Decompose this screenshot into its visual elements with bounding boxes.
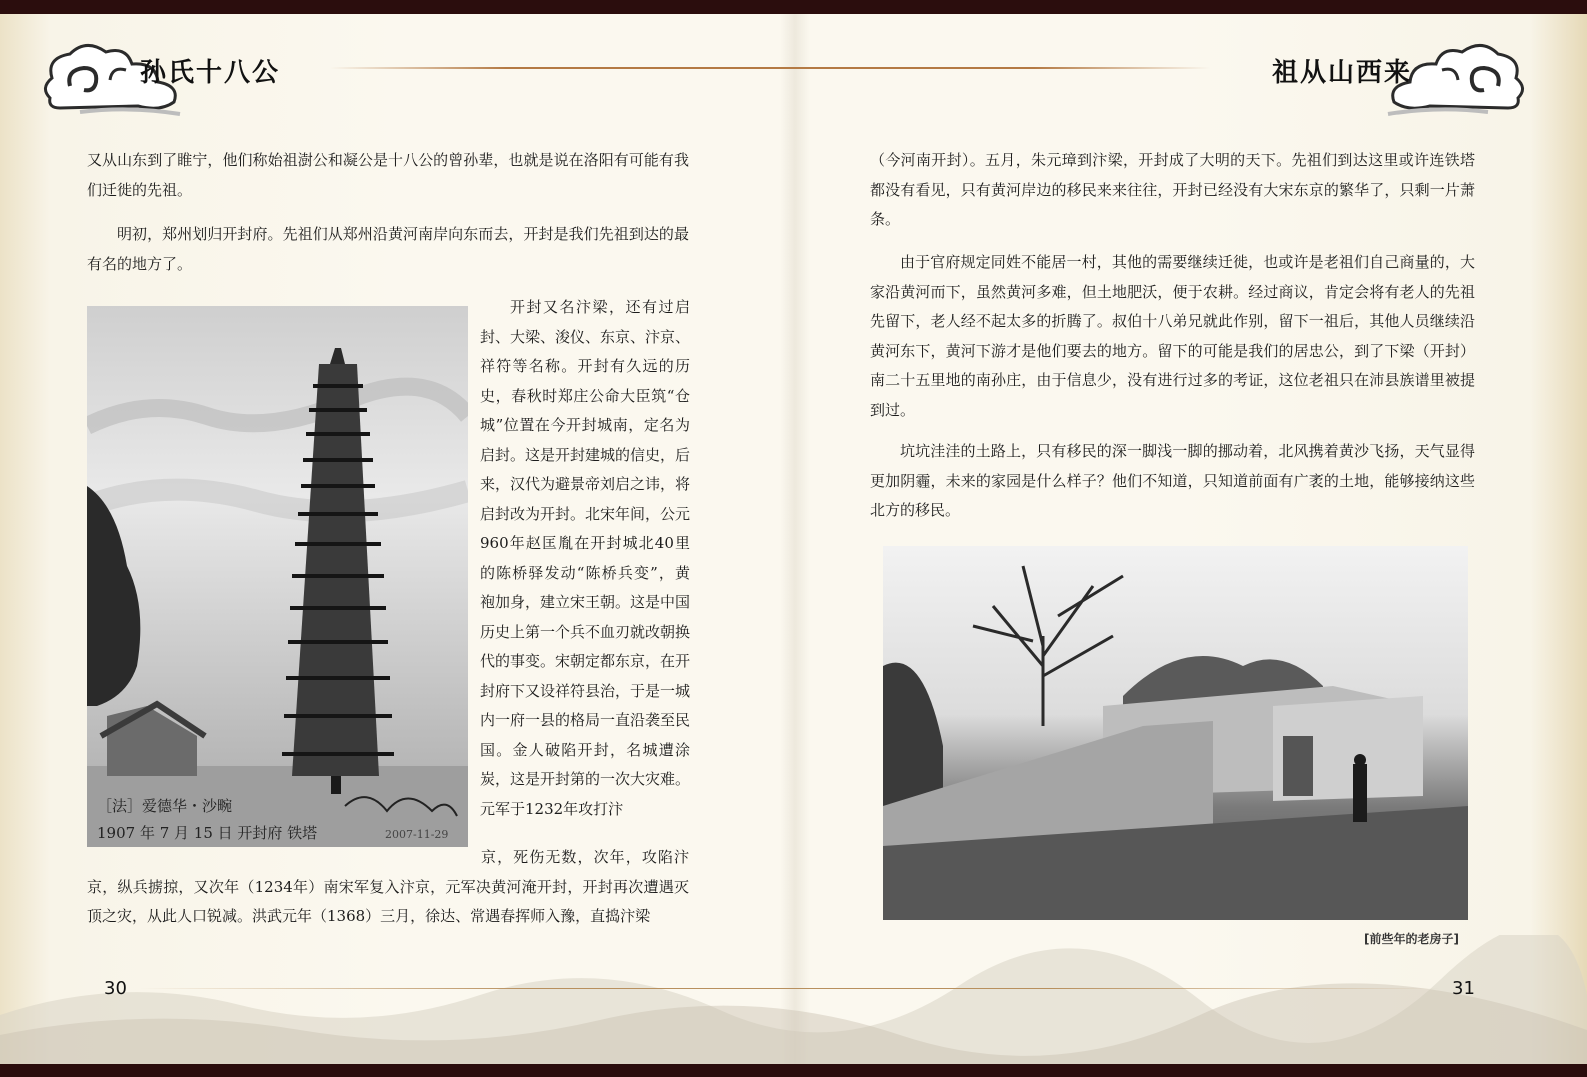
iron-pagoda-photo (87, 306, 468, 847)
photo-stamp-date: 2007-11-29 (385, 828, 449, 841)
old-house-illustration (883, 546, 1468, 920)
photo-credit-author: ［法］爱德华・沙畹 (97, 797, 233, 815)
right-paragraph-1: （今河南开封）。五月，朱元璋到汴梁，开封成了大明的天下。先祖们到达这里或许连铁塔都没有看见，只有黄河岸边的移民来来往往，开封已经没有大宋东京的繁华了，只剩一片萧条。 (870, 151, 1475, 228)
left-page-number: 30 (104, 978, 127, 999)
bottom-border-bar (0, 1064, 1587, 1077)
right-header-title: 祖从山西来 (1272, 58, 1413, 88)
iron-pagoda-illustration (87, 306, 468, 847)
left-paragraph-2: 明初，郑州划归开封府。先祖们从郑州沿黄河南岸向东而去，开封是我们先祖到达的最有名的地方了。 (87, 225, 689, 273)
mountain-watermark (0, 935, 1587, 1065)
left-header-title: 孙氏十八公 (140, 58, 281, 88)
left-bottom-text: 京，死伤无数，次年，攻陷汴京，纵兵掳掠，又次年（1234年）南宋军复入汴京，元军决黄河淹开封，开封再次遭遇灭顶之灾，从此人口锐减。洪武元年（1368）三月，徐达、常遇春挥师入豫，直捣汴梁 (87, 848, 689, 925)
old-house-photo (883, 546, 1468, 920)
book-gutter (780, 14, 810, 1064)
left-paragraph-1: 又从山东到了睢宁，他们称始祖澍公和凝公是十八公的曾孙辈，也就是说在洛阳有可能有我们迁徙的先祖。 (87, 151, 689, 199)
right-paragraph-3: 坑坑洼洼的土路上，只有移民的深一脚浅一脚的挪动着，北风携着黄沙飞扬，天气显得更加阴霾，未来的家园是什么样子？他们不知道，只知道前面有广袤的土地，能够接纳这些北方的移民。 (870, 442, 1475, 519)
footer-rule (140, 988, 1440, 989)
right-paragraph-2: 由于官府规定同姓不能居一村，其他的需要继续迁徙，也或许是老祖们自己商量的，大家沿黄河而下，虽然黄河多难，但土地肥沃，便于农耕。经过商议，肯定会将有老人的先祖先留下，老人经不起太多的折腾了。叔伯十八弟兄就此作别，留下一祖后，其他人员继续沿黄河东下，黄河下游才是他们要去的地方。留下的可能是我们的居忠公，到了下梁（开封）南二十五里地的南孙庄，由于信息少，没有进行过多的考证，这位老祖只在沛县族谱里被提到过。 (870, 253, 1475, 419)
house-photo-caption: [前些年的老房子] (1364, 932, 1459, 946)
top-border-bar (0, 0, 1587, 14)
right-page-number: 31 (1452, 978, 1475, 999)
photo-credit-date-location: 1907 年 7 月 15 日 开封府 铁塔 (97, 824, 318, 842)
left-side-text-column: 开封又名汴梁，还有过启封、大梁、浚仪、东京、汴京、祥符等名称。开封有久远的历史，春秋时郑庄公命大臣筑“仓城”位置在今开封城南，定名为启封。这是开封建城的信史，后来，汉代为避景帝刘启之讳，将启封改为开封。北宋年间，公元960年赵匡胤在开封城北40里的陈桥驿发动“陈桥兵变”，黄袍加身，建立宋王朝。这是中国历史上第一个兵不血刃就改朝换代的事变。宋朝定都东京，在开封府下又设祥符县治，于是一城内一府一县的格局一直沿袭至民国。金人破陷开封，名城遭涂炭，这是开封第的一次大灾难。 元军于1232年攻打汴 (480, 298, 691, 818)
header-rule (330, 67, 1210, 69)
